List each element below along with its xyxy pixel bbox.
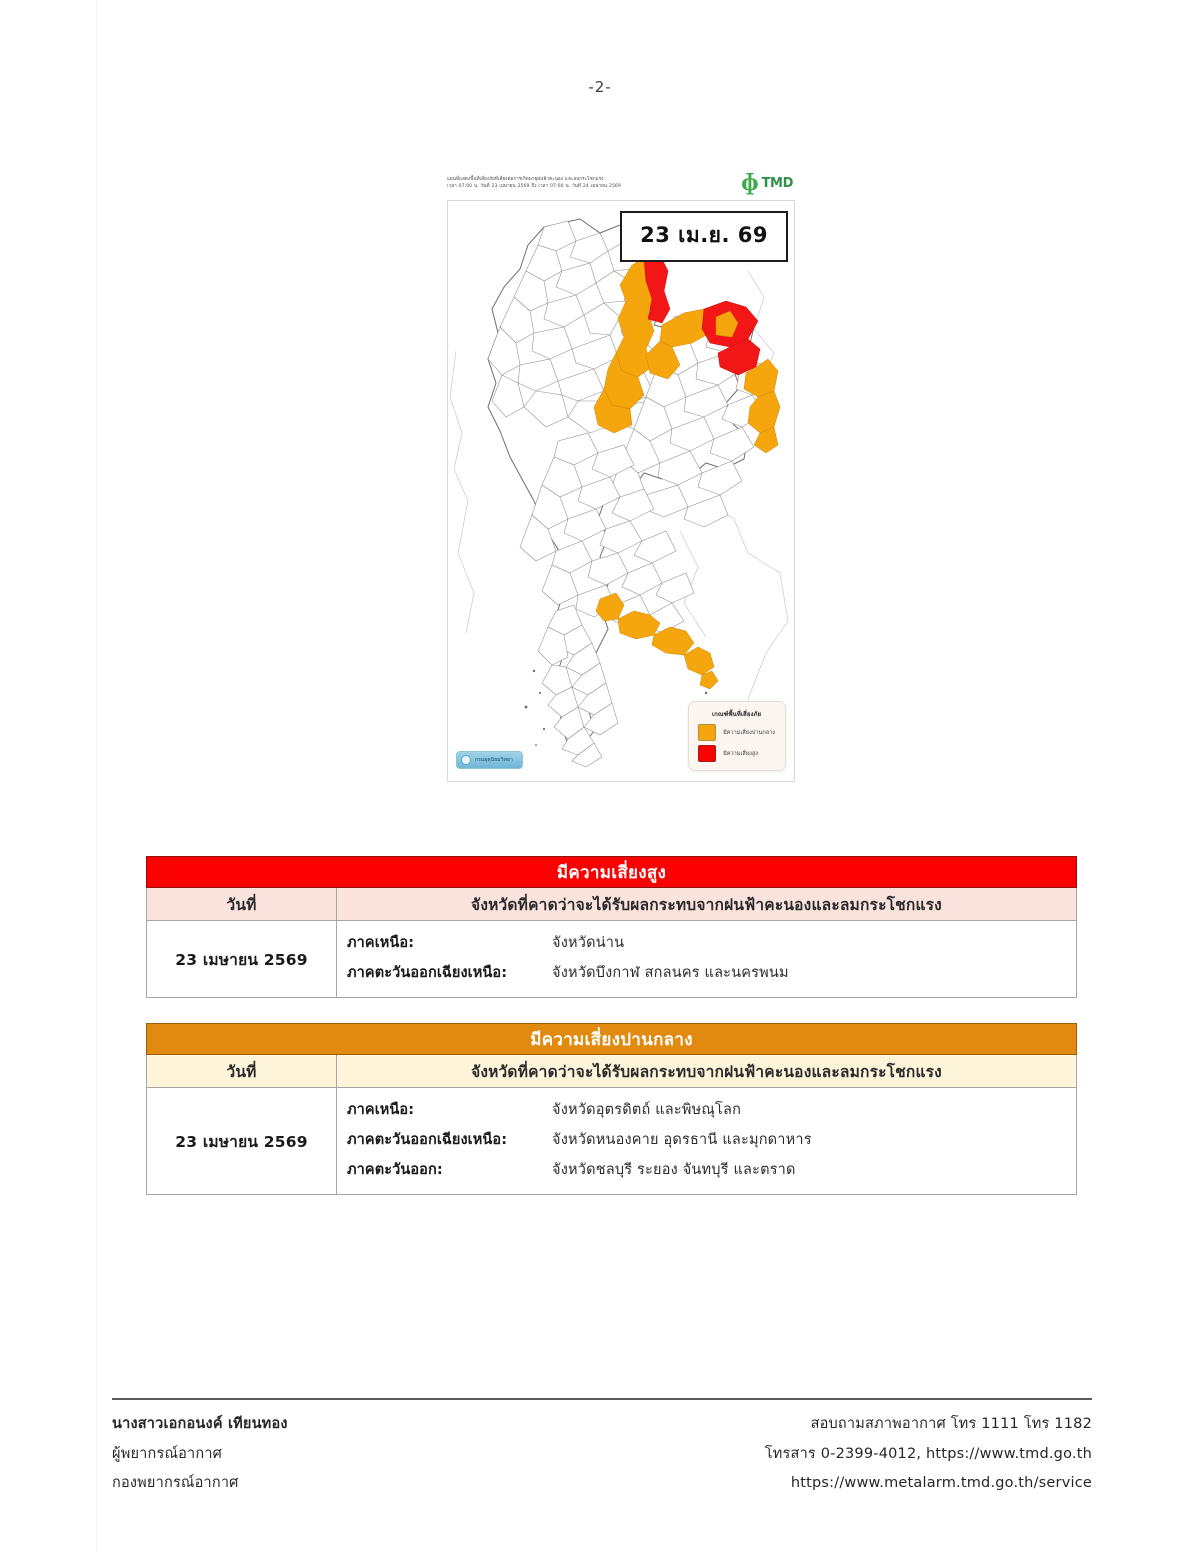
region-label: ภาคเหนือ: (347, 935, 415, 951)
region-label: ภาคตะวันออก: (347, 1162, 443, 1178)
medium-risk-date-header: วันที่ (147, 1055, 337, 1088)
footer-contact-block (765, 1410, 1092, 1499)
tmd-logo-word: TMD (761, 175, 793, 191)
medium-risk-header-row (147, 1055, 1077, 1088)
high-risk-date-value: 23 เมษายน 2569 (147, 921, 337, 998)
page-number: -2- (588, 78, 612, 96)
map-legend-title: เกณฑ์พื้นที่เสี่ยงภัย (711, 711, 762, 718)
region-line (337, 958, 1076, 988)
region-line (337, 1125, 1076, 1155)
contact-phone: สอบถามสภาพอากาศ โทร 1111 โทร 1182 (810, 1416, 1092, 1432)
region-line (337, 928, 1076, 958)
high-risk-table (146, 856, 1077, 998)
region-label: ภาคเหนือ: (347, 1102, 415, 1118)
region-provinces: จังหวัดหนองคาย อุดรธานี และมุกดาหาร (552, 1132, 812, 1148)
region-label: ภาคตะวันออกเฉียงเหนือ: (347, 1132, 508, 1148)
table-row (147, 921, 1077, 998)
region-provinces: จังหวัดบึงกาฬ สกลนคร และนครพนม (552, 965, 789, 981)
tmd-logo-mark-icon: ɸ (741, 170, 759, 196)
watermark-logo-icon (461, 755, 471, 765)
forecaster-title: ผู้พยากรณ์อากาศ (112, 1445, 223, 1462)
map-frame (447, 200, 795, 782)
risk-map-figure (447, 170, 795, 796)
footer (112, 1410, 1092, 1499)
map-caption-line-1: แผนที่แสดงพื้นที่เสี่ยงภัยที่เสี่ยงต่อการเกิดพายุฝนฟ้าคะนอง และลมกระโชกแรง (447, 177, 604, 182)
medium-risk-table (146, 1023, 1077, 1195)
tmd-logo (741, 172, 793, 194)
forecaster-division: กองพยากรณ์อากาศ (112, 1475, 239, 1492)
contact-fax-website[interactable]: โทรสาร 0-2399-4012, https://www.tmd.go.th (764, 1445, 1092, 1462)
map-watermark-badge (456, 751, 523, 769)
map-caption-line-2: เวลา 07:00 น. วันที่ 23 เมษายน 2569 ถึง เวลา 07:00 น. วันที่ 24 เมษายน 2569 (447, 184, 621, 190)
region-provinces: จังหวัดน่าน (552, 935, 625, 951)
high-risk-date-header: วันที่ (147, 888, 337, 921)
page-left-margin (0, 0, 97, 1553)
legend-label-high-risk: มีความเสี่ยงสูง (723, 750, 758, 757)
region-provinces: จังหวัดชลบุรี ระยอง จันทบุรี และตราด (552, 1162, 796, 1178)
region-label: ภาคตะวันออกเฉียงเหนือ: (347, 965, 508, 981)
legend-label-medium-risk: มีความเสี่ยงปานกลาง (723, 729, 775, 736)
map-date-badge: 23 เม.ย. 69 (620, 211, 788, 262)
high-risk-header-row (147, 888, 1077, 921)
map-caption (447, 176, 715, 190)
high-risk-banner: มีความเสี่ยงสูง (147, 857, 1077, 888)
high-risk-banner-row (147, 857, 1077, 888)
watermark-text: กรมอุตุนิยมวิทยา (475, 757, 513, 763)
map-legend (688, 701, 786, 771)
medium-risk-banner: มีความเสี่ยงปานกลาง (147, 1024, 1077, 1055)
medium-risk-date-value: 23 เมษายน 2569 (147, 1088, 337, 1195)
map-legend-item-high (698, 745, 775, 762)
region-line (337, 1155, 1076, 1185)
medium-risk-regions-cell (337, 1088, 1077, 1195)
table-row (147, 1088, 1077, 1195)
medium-risk-banner-row (147, 1024, 1077, 1055)
forecaster-name: นางสาวเอกอนงค์ เทียนทอง (112, 1416, 288, 1432)
footer-divider (112, 1398, 1092, 1400)
map-legend-item-medium (698, 724, 775, 741)
legend-swatch-high-risk (698, 745, 716, 762)
region-provinces: จังหวัดอุตรดิตถ์ และพิษณุโลก (552, 1102, 742, 1118)
thailand-province-map (448, 201, 794, 781)
high-risk-provinces-header: จังหวัดที่คาดว่าจะได้รับผลกระทบจากฝนฟ้าคะนองและลมกระโชกแรง (337, 888, 1077, 921)
region-line (337, 1095, 1076, 1125)
legend-swatch-medium-risk (698, 724, 716, 741)
contact-service-website[interactable]: https://www.metalarm.tmd.go.th/service (790, 1475, 1092, 1492)
high-risk-regions-cell (337, 921, 1077, 998)
footer-signature-block (112, 1410, 288, 1499)
medium-risk-provinces-header: จังหวัดที่คาดว่าจะได้รับผลกระทบจากฝนฟ้าคะนองและลมกระโชกแรง (337, 1055, 1077, 1088)
